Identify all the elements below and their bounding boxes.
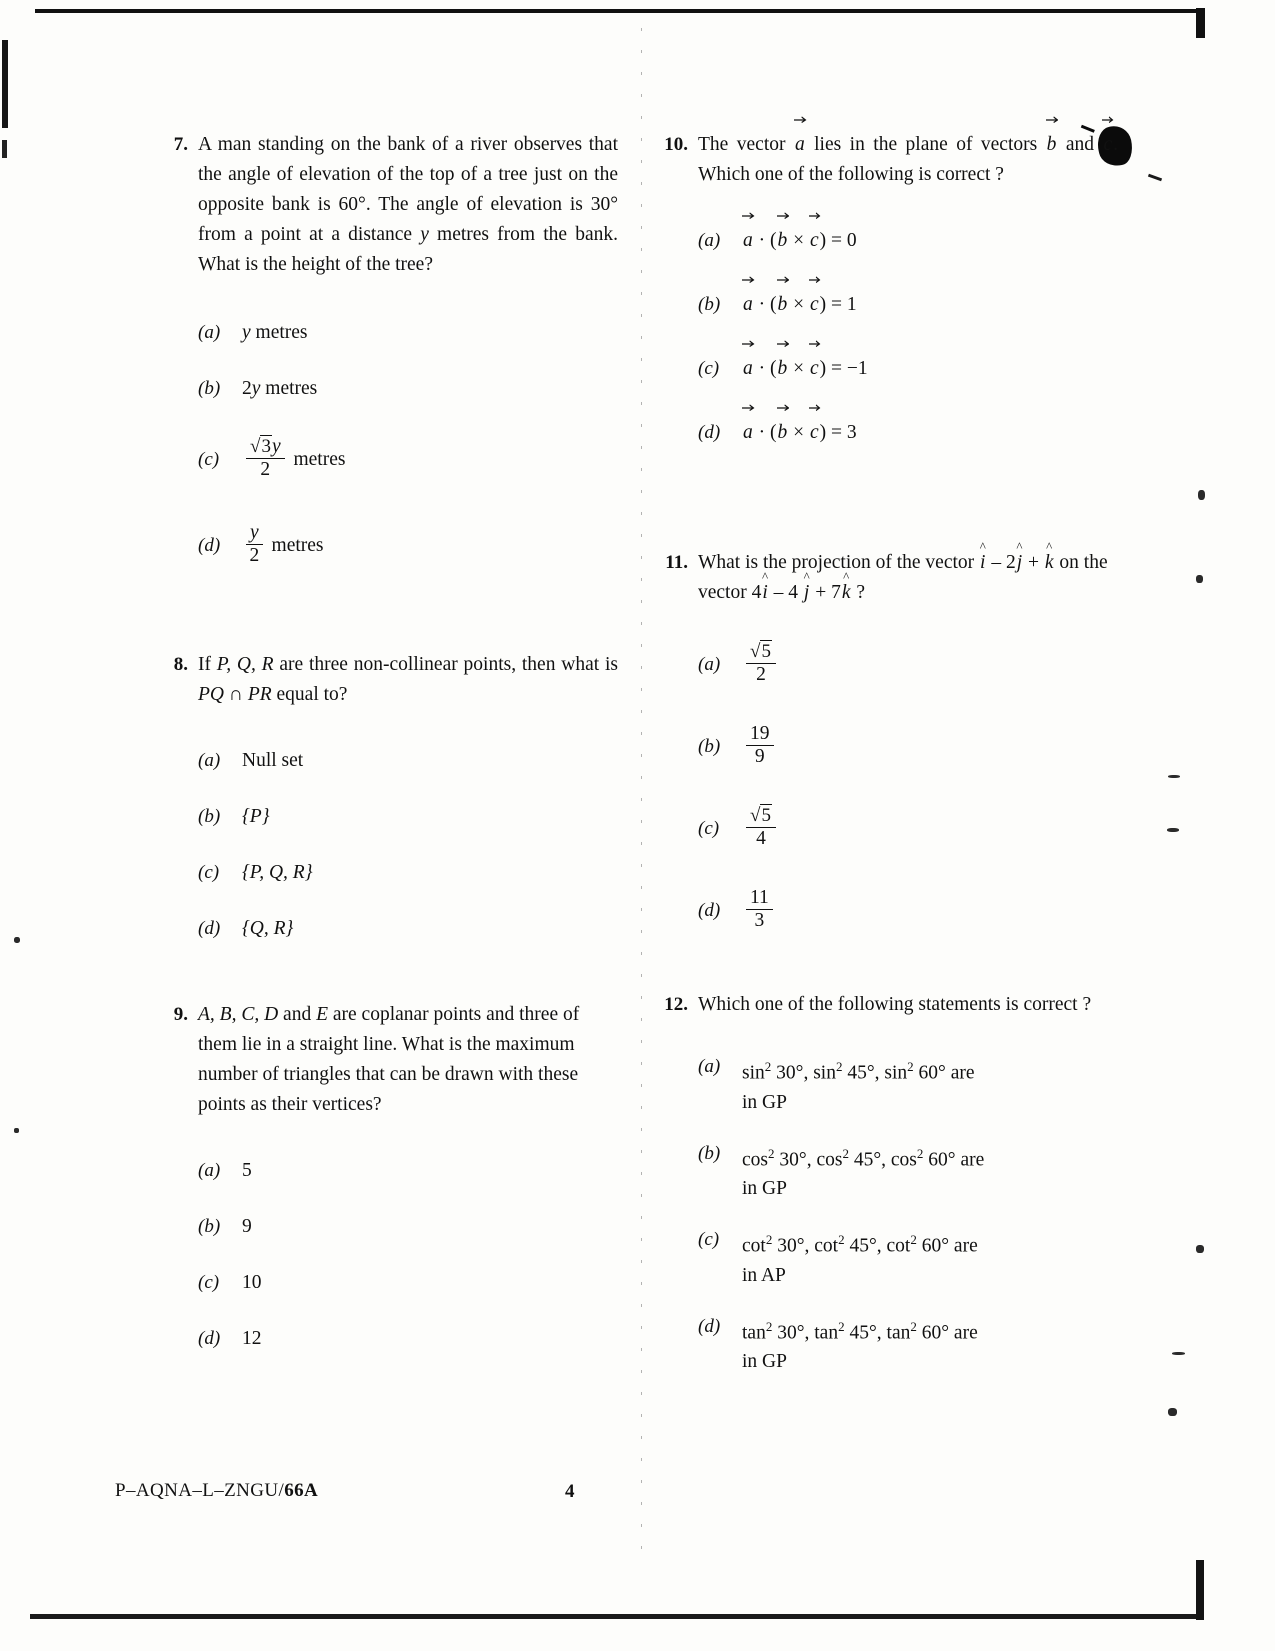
vector-b-icon bbox=[777, 418, 789, 448]
question-10-number: 10. bbox=[664, 134, 688, 155]
scan-edge-top bbox=[35, 9, 1197, 13]
q10c-rhs: = −1 bbox=[831, 358, 868, 379]
cross-operator: × bbox=[793, 422, 805, 443]
question-9-number: 9. bbox=[173, 1004, 188, 1025]
option-label-b: (b) bbox=[198, 806, 221, 827]
q12a-second-line: in GP bbox=[742, 1091, 787, 1113]
question-8-option-a[interactable] bbox=[148, 746, 618, 776]
q12b-tail: are bbox=[960, 1149, 985, 1170]
q12b-second-line: in GP bbox=[742, 1178, 787, 1199]
q11-j: j bbox=[1016, 552, 1023, 573]
vector-a-icon bbox=[742, 226, 754, 256]
question-12-number: 12. bbox=[664, 994, 688, 1015]
q8-text-part2: are three non-collinear points, then what is bbox=[273, 654, 618, 675]
question-11-option-d[interactable] bbox=[648, 884, 1118, 938]
q12d-tail: are bbox=[953, 1322, 978, 1343]
q7b-unit: metres bbox=[260, 378, 318, 399]
arrow-icon bbox=[1102, 116, 1114, 123]
dot-operator: · bbox=[758, 230, 766, 251]
vector-c-icon bbox=[1102, 130, 1113, 160]
arrow-icon bbox=[809, 212, 821, 219]
arrow-icon bbox=[777, 212, 790, 219]
q12d-fn1: tan bbox=[742, 1322, 766, 1343]
option-label-d: (d) bbox=[698, 900, 721, 921]
vec-a-letter: a bbox=[743, 422, 753, 443]
scan-edge-left bbox=[2, 40, 8, 128]
k-hat-icon bbox=[841, 568, 852, 608]
vec-c-letter: c bbox=[810, 358, 819, 379]
question-8-number: 8. bbox=[173, 654, 188, 675]
q7d-denominator: 2 bbox=[249, 545, 260, 567]
vector-a-icon bbox=[742, 354, 754, 384]
option-label-d: (d) bbox=[198, 918, 221, 939]
q12c-sup3: 2 bbox=[910, 1232, 917, 1247]
question-9 bbox=[148, 1000, 618, 1354]
scan-speck bbox=[1196, 575, 1203, 583]
option-c-body bbox=[742, 802, 1118, 856]
scan-edge-bottom bbox=[30, 1614, 1198, 1619]
q12a-fn3: sin bbox=[884, 1062, 908, 1084]
q11-op4: + 7 bbox=[810, 582, 841, 603]
q12c-angle1: 30° bbox=[777, 1235, 805, 1257]
q10d-rhs: = 3 bbox=[831, 422, 857, 443]
q11d-denominator: 3 bbox=[754, 910, 765, 932]
question-11-option-a[interactable] bbox=[648, 638, 1118, 692]
option-d-body: 12 bbox=[242, 1328, 262, 1349]
q12a-angle3: 60° bbox=[918, 1062, 946, 1084]
q9-text-part1: and bbox=[278, 1004, 317, 1025]
ink-tick-mark bbox=[1148, 174, 1162, 182]
q7a-unit: metres bbox=[250, 322, 308, 343]
i-hat-icon bbox=[979, 538, 986, 578]
question-10-option-b[interactable] bbox=[648, 290, 1118, 320]
question-8-header bbox=[148, 650, 618, 710]
option-label-d: (d) bbox=[698, 1315, 721, 1337]
question-7-option-c[interactable] bbox=[148, 434, 618, 486]
cross-operator: × bbox=[793, 230, 805, 251]
option-label-a: (a) bbox=[698, 654, 721, 675]
question-11-text bbox=[698, 538, 1118, 608]
q12c-angle3: 60° bbox=[921, 1235, 950, 1257]
q12d-fn3: tan bbox=[886, 1322, 911, 1343]
q11c-denominator: 4 bbox=[756, 828, 766, 850]
question-11-option-c[interactable] bbox=[648, 802, 1118, 856]
vector-c-icon bbox=[809, 418, 820, 448]
option-label-b: (b) bbox=[198, 1216, 221, 1237]
q8b-set: {P} bbox=[242, 806, 270, 827]
q11b-fraction bbox=[746, 724, 774, 768]
question-12 bbox=[648, 990, 1118, 1376]
question-7-text bbox=[198, 130, 618, 280]
q12a-angle2: 45° bbox=[847, 1062, 875, 1084]
option-label-c: (c) bbox=[198, 862, 220, 883]
q11-k: k bbox=[1044, 552, 1054, 573]
hat-icon: ^ bbox=[1016, 538, 1023, 554]
option-label-d: (d) bbox=[698, 422, 721, 443]
q12a-fn1: sin bbox=[742, 1062, 765, 1084]
vec-c-letter: c bbox=[810, 294, 819, 315]
q11a-numerator bbox=[746, 642, 776, 664]
option-label-d: (d) bbox=[198, 535, 221, 556]
option-label-b: (b) bbox=[698, 736, 721, 757]
k-hat-icon bbox=[1044, 538, 1055, 578]
arrow-icon bbox=[809, 276, 821, 283]
q12a-sup2: 2 bbox=[835, 1059, 843, 1074]
dot-operator: · bbox=[758, 358, 766, 379]
q11-op1: – 2 bbox=[986, 552, 1016, 573]
q12c-sup1: 2 bbox=[765, 1232, 773, 1247]
vec-c-letter: c bbox=[1103, 134, 1113, 155]
option-a-body: a · ( b × c) = 0 bbox=[742, 226, 1118, 256]
question-8-option-b[interactable] bbox=[148, 802, 618, 832]
q11-k2: k bbox=[841, 582, 851, 603]
option-c-body bbox=[242, 434, 618, 486]
scan-speck bbox=[1198, 490, 1205, 500]
arrow-icon bbox=[794, 116, 807, 123]
q12b-sup2: 2 bbox=[842, 1145, 849, 1161]
q9-text-part2: are coplanar points and three of them lie in a straight line. What is the maximum number of triangles that can be drawn with these points as their vertices? bbox=[198, 1004, 580, 1115]
q9-variables: A, B, C, D bbox=[198, 1004, 279, 1025]
q7-text-part2: metres from the bank. What is the height of the tree? bbox=[198, 224, 618, 275]
option-d-body: $\tan^2 30^\circ$, $\tan^2 45^\circ$, $\tan^2 60^\circ$ are in GP bbox=[742, 1318, 978, 1372]
option-label-c: (c) bbox=[698, 818, 720, 839]
question-10 bbox=[648, 130, 1118, 448]
footer-page-number: 4 bbox=[565, 1481, 575, 1502]
arrow-icon bbox=[1046, 116, 1059, 123]
q12c-fn2: cot bbox=[814, 1235, 839, 1257]
question-10-option-d[interactable] bbox=[648, 418, 1118, 448]
question-7 bbox=[148, 130, 618, 572]
q12b-sup1: 2 bbox=[768, 1145, 775, 1161]
q11a-radicand: 5 bbox=[761, 640, 771, 662]
q12b-fn1: cos bbox=[742, 1149, 768, 1170]
option-b-body bbox=[242, 374, 618, 404]
arrow-icon bbox=[742, 276, 755, 283]
option-label-c: (c) bbox=[198, 1272, 220, 1293]
q7d-numerator bbox=[246, 523, 263, 545]
j-hat-icon bbox=[1016, 538, 1023, 578]
q11-text-part3: ? bbox=[851, 582, 866, 603]
q12b-sup3: 2 bbox=[916, 1145, 924, 1161]
scan-speck bbox=[1168, 775, 1180, 778]
scan-corner-top-right bbox=[1196, 8, 1205, 38]
question-12-option-b[interactable] bbox=[648, 1139, 1118, 1204]
q9-variable-e: E bbox=[316, 1004, 328, 1025]
option-label-c: (c) bbox=[698, 358, 720, 379]
q12a-tail: are bbox=[950, 1062, 975, 1084]
q12b-angle1: 30° bbox=[779, 1149, 807, 1170]
vec-b-letter: b bbox=[777, 230, 788, 251]
dot-operator: · bbox=[758, 422, 766, 443]
q8d-set: {Q, R} bbox=[242, 918, 294, 939]
q11-i2: i bbox=[762, 582, 768, 603]
scan-speck bbox=[14, 937, 20, 943]
cross-operator: × bbox=[793, 358, 805, 379]
q7-variable-y: y bbox=[420, 224, 429, 245]
option-a-body: $\sin^2 30^\circ$, $\sin^2 45^\circ$, $\sin^2 60^\circ$ are in GP bbox=[742, 1059, 975, 1113]
option-label-b: (b) bbox=[698, 1142, 721, 1164]
scan-speck bbox=[1196, 1245, 1204, 1253]
option-label-b: (b) bbox=[198, 378, 221, 399]
q7-text-part1: A man standing on the bank of a river observes that the angle of elevation of the top of a tree just on the opposite bank is 60°. The angle of elevation is 30° from a point at a distance bbox=[198, 134, 618, 245]
question-7-header bbox=[148, 130, 618, 280]
q12c-tail: are bbox=[953, 1235, 978, 1257]
q12a-angle1: 30° bbox=[776, 1062, 804, 1084]
q7c-numerator bbox=[246, 437, 285, 459]
q10-text-part2: lies in the plane of vectors bbox=[805, 134, 1046, 155]
option-label-b: (b) bbox=[698, 294, 721, 315]
option-label-c: (c) bbox=[198, 449, 220, 470]
question-7-number: 7. bbox=[173, 134, 188, 155]
sqrt-icon: √3 bbox=[250, 435, 271, 457]
footer-paper-code bbox=[115, 1480, 318, 1502]
question-9-option-a[interactable] bbox=[148, 1156, 618, 1186]
q11-i: i bbox=[980, 552, 986, 573]
question-8-text bbox=[198, 650, 618, 710]
arrow-icon bbox=[809, 340, 821, 347]
vector-b-icon bbox=[1046, 130, 1058, 160]
option-d-body bbox=[242, 914, 618, 944]
vector-b-icon bbox=[777, 290, 789, 320]
option-d-body bbox=[742, 884, 1118, 938]
q7c-radicand: 3 bbox=[261, 435, 271, 457]
question-9-option-d[interactable] bbox=[148, 1324, 618, 1354]
q12a-sup3: 2 bbox=[907, 1059, 914, 1074]
q11b-numerator: 19 bbox=[746, 724, 774, 746]
q12d-fn2: tan bbox=[814, 1322, 839, 1343]
scan-edge-left-secondary bbox=[2, 140, 7, 158]
arrow-icon bbox=[809, 404, 821, 411]
q12d-sup2: 2 bbox=[838, 1318, 845, 1334]
question-11-number: 11. bbox=[665, 552, 688, 573]
q7c-unit: metres bbox=[288, 449, 346, 470]
q8-text-part3: equal to? bbox=[271, 684, 348, 705]
q8-variables: P, Q, R bbox=[216, 654, 274, 675]
q11d-fraction bbox=[746, 888, 773, 932]
question-8-option-c[interactable] bbox=[148, 858, 618, 888]
arrow-icon bbox=[742, 404, 755, 411]
question-10-header bbox=[648, 130, 1118, 190]
option-b-body bbox=[242, 802, 618, 832]
option-label-a: (a) bbox=[198, 1160, 221, 1181]
page-fold-line bbox=[641, 28, 642, 1568]
question-7-option-d[interactable] bbox=[148, 520, 618, 572]
q12b-angle3: 60° bbox=[928, 1149, 956, 1170]
q10b-rhs: = 1 bbox=[831, 294, 857, 315]
hat-icon: ^ bbox=[803, 568, 810, 584]
scan-speck bbox=[14, 1128, 19, 1133]
q7d-fraction bbox=[246, 523, 263, 567]
q7b-var: y bbox=[251, 378, 261, 399]
question-8 bbox=[148, 650, 618, 944]
option-c-body: 10 bbox=[242, 1272, 262, 1293]
option-a-body bbox=[742, 638, 1118, 692]
question-7-option-a[interactable] bbox=[148, 318, 618, 348]
q7c-fraction bbox=[246, 437, 285, 481]
q10a-rhs: = 0 bbox=[831, 230, 857, 251]
hat-icon: ^ bbox=[1046, 538, 1053, 554]
q12c-fn1: cot bbox=[742, 1235, 766, 1257]
option-b-body: $\cos^2 30^\circ$, $\cos^2 45^\circ$, $\cos^2 60^\circ$ are in GP bbox=[742, 1145, 985, 1199]
question-12-option-c[interactable] bbox=[648, 1225, 1118, 1290]
q11-j2: j bbox=[803, 582, 810, 603]
arrow-icon bbox=[777, 276, 790, 283]
q11-text-part1: What is the projection of the vector bbox=[698, 552, 980, 573]
q12b-fn3: cos bbox=[890, 1149, 917, 1170]
q12d-angle1: 30° bbox=[777, 1322, 805, 1343]
i-hat-icon bbox=[761, 568, 769, 608]
question-11 bbox=[648, 538, 1118, 938]
q11-op3: – 4 bbox=[768, 582, 803, 603]
arrow-icon bbox=[777, 340, 790, 347]
sqrt-icon: √5 bbox=[750, 640, 771, 662]
q7c-denominator: 2 bbox=[260, 459, 271, 481]
question-8-option-d[interactable] bbox=[148, 914, 618, 944]
q11-op2: + bbox=[1023, 552, 1044, 573]
option-label-c: (c) bbox=[698, 1229, 720, 1250]
q12b-angle2: 45° bbox=[853, 1149, 882, 1170]
q8-text-part1: If bbox=[198, 654, 217, 675]
vector-c-icon bbox=[809, 354, 820, 384]
option-a-body bbox=[242, 318, 618, 348]
q7c-num-var: y bbox=[271, 435, 281, 457]
q12d-angle2: 45° bbox=[849, 1322, 877, 1343]
question-12-option-d[interactable] bbox=[648, 1312, 1118, 1377]
q11c-numerator bbox=[746, 806, 776, 828]
q12c-second-line: in AP bbox=[742, 1264, 786, 1286]
option-label-d: (d) bbox=[198, 1328, 221, 1349]
q7a-var: y bbox=[242, 322, 251, 343]
question-9-header bbox=[148, 1000, 618, 1120]
option-b-body: 9 bbox=[242, 1216, 252, 1237]
arrow-icon bbox=[742, 340, 755, 347]
q7d-num-var: y bbox=[250, 521, 259, 543]
q11b-denominator: 9 bbox=[754, 746, 765, 768]
hat-icon: ^ bbox=[843, 568, 850, 584]
option-b-body: a · ( b × c) = 1 bbox=[742, 290, 1118, 320]
q7b-coef: 2 bbox=[242, 378, 252, 399]
arrow-icon bbox=[742, 212, 755, 219]
option-label-a: (a) bbox=[698, 1056, 721, 1077]
q11-text-part2: on the vector bbox=[698, 552, 1108, 603]
q12a-fn2: sin bbox=[813, 1062, 836, 1084]
question-11-option-b[interactable] bbox=[648, 720, 1118, 774]
option-label-a: (a) bbox=[698, 230, 721, 251]
question-7-option-b[interactable] bbox=[148, 374, 618, 404]
cross-operator: × bbox=[793, 294, 805, 315]
option-b-body bbox=[742, 720, 1118, 774]
vec-c-letter: c bbox=[810, 422, 819, 443]
vec-c-letter: c bbox=[810, 230, 819, 251]
question-12-header bbox=[648, 990, 1118, 1020]
option-c-body: a · ( b × c) = −1 bbox=[742, 354, 1118, 384]
footer-code-text: P–AQNA–L–ZNGU/ bbox=[115, 1480, 285, 1501]
q11a-fraction bbox=[746, 642, 776, 686]
q11c-fraction bbox=[746, 806, 776, 850]
q7d-unit: metres bbox=[266, 535, 324, 556]
vec-a-letter: a bbox=[743, 294, 753, 315]
question-9-text bbox=[198, 1000, 618, 1120]
q12d-sup1: 2 bbox=[765, 1318, 773, 1334]
q10-text-part3: and bbox=[1057, 134, 1103, 155]
vector-c-icon bbox=[809, 226, 820, 256]
scan-speck bbox=[1168, 1408, 1177, 1416]
footer-code-suffix: 66A bbox=[284, 1480, 319, 1501]
q12a-sup1: 2 bbox=[764, 1059, 772, 1074]
q8-expression: PQ ∩ PR bbox=[198, 684, 272, 705]
option-d-body: a · ( b × c) = 3 bbox=[742, 418, 1118, 448]
option-label-a: (a) bbox=[198, 322, 221, 343]
question-12-text: Which one of the following statements is correct ? bbox=[698, 994, 1092, 1015]
q11-coef1: 4 bbox=[751, 582, 762, 603]
q12c-angle2: 45° bbox=[849, 1235, 877, 1257]
vec-a-letter: a bbox=[743, 230, 753, 251]
vec-a-letter: a bbox=[794, 134, 805, 155]
vector-c-icon bbox=[809, 290, 820, 320]
question-12-option-a[interactable] bbox=[648, 1052, 1118, 1117]
vec-b-letter: b bbox=[777, 358, 788, 379]
scan-speck bbox=[1167, 828, 1179, 832]
q12d-sup3: 2 bbox=[910, 1318, 917, 1334]
dot-operator: · bbox=[758, 294, 766, 315]
question-11-header bbox=[648, 538, 1118, 608]
vec-b-letter: b bbox=[777, 422, 788, 443]
option-d-body bbox=[242, 520, 618, 572]
option-a-body: 5 bbox=[242, 1160, 252, 1181]
scan-speck bbox=[1172, 1352, 1185, 1355]
question-10-text bbox=[698, 130, 1118, 190]
vector-a-icon bbox=[794, 130, 806, 160]
question-9-option-c[interactable] bbox=[148, 1268, 618, 1298]
vector-b-icon bbox=[777, 226, 789, 256]
question-9-option-b[interactable] bbox=[148, 1212, 618, 1242]
arrow-icon bbox=[777, 404, 790, 411]
question-10-option-c[interactable] bbox=[648, 354, 1118, 384]
q8c-set: {P, Q, R} bbox=[242, 862, 313, 883]
q12d-angle3: 60° bbox=[921, 1322, 950, 1343]
q12d-second-line: in GP bbox=[742, 1351, 787, 1372]
q12b-fn2: cos bbox=[816, 1149, 843, 1170]
hat-icon: ^ bbox=[762, 568, 769, 584]
vec-b-letter: b bbox=[777, 294, 788, 315]
j-hat-icon bbox=[803, 568, 810, 608]
sqrt-icon: √5 bbox=[750, 804, 771, 826]
q12c-sup2: 2 bbox=[838, 1232, 845, 1247]
vector-a-icon bbox=[742, 418, 754, 448]
option-c-body bbox=[242, 858, 618, 888]
q11c-radicand: 5 bbox=[761, 804, 771, 826]
option-label-a: (a) bbox=[198, 750, 221, 771]
vec-a-letter: a bbox=[743, 358, 753, 379]
q11a-denominator: 2 bbox=[756, 664, 766, 686]
question-10-option-a[interactable] bbox=[648, 226, 1118, 256]
vector-b-icon bbox=[777, 354, 789, 384]
scan-corner-bottom-right bbox=[1196, 1560, 1204, 1620]
option-c-body: $\cot^2 30^\circ$, $\cot^2 45^\circ$, $\cot^2 60^\circ$ are in AP bbox=[742, 1232, 978, 1286]
option-a-body: Null set bbox=[242, 750, 304, 771]
q10-text-part4: . Which one of the following is correct ? bbox=[698, 134, 1119, 185]
q11d-numerator: 11 bbox=[746, 888, 773, 910]
q12c-fn3: cot bbox=[886, 1235, 911, 1257]
q10-text-part1: The vector bbox=[698, 134, 794, 155]
vec-b-letter: b bbox=[1046, 134, 1057, 155]
vector-a-icon bbox=[742, 290, 754, 320]
hat-icon: ^ bbox=[979, 538, 986, 554]
